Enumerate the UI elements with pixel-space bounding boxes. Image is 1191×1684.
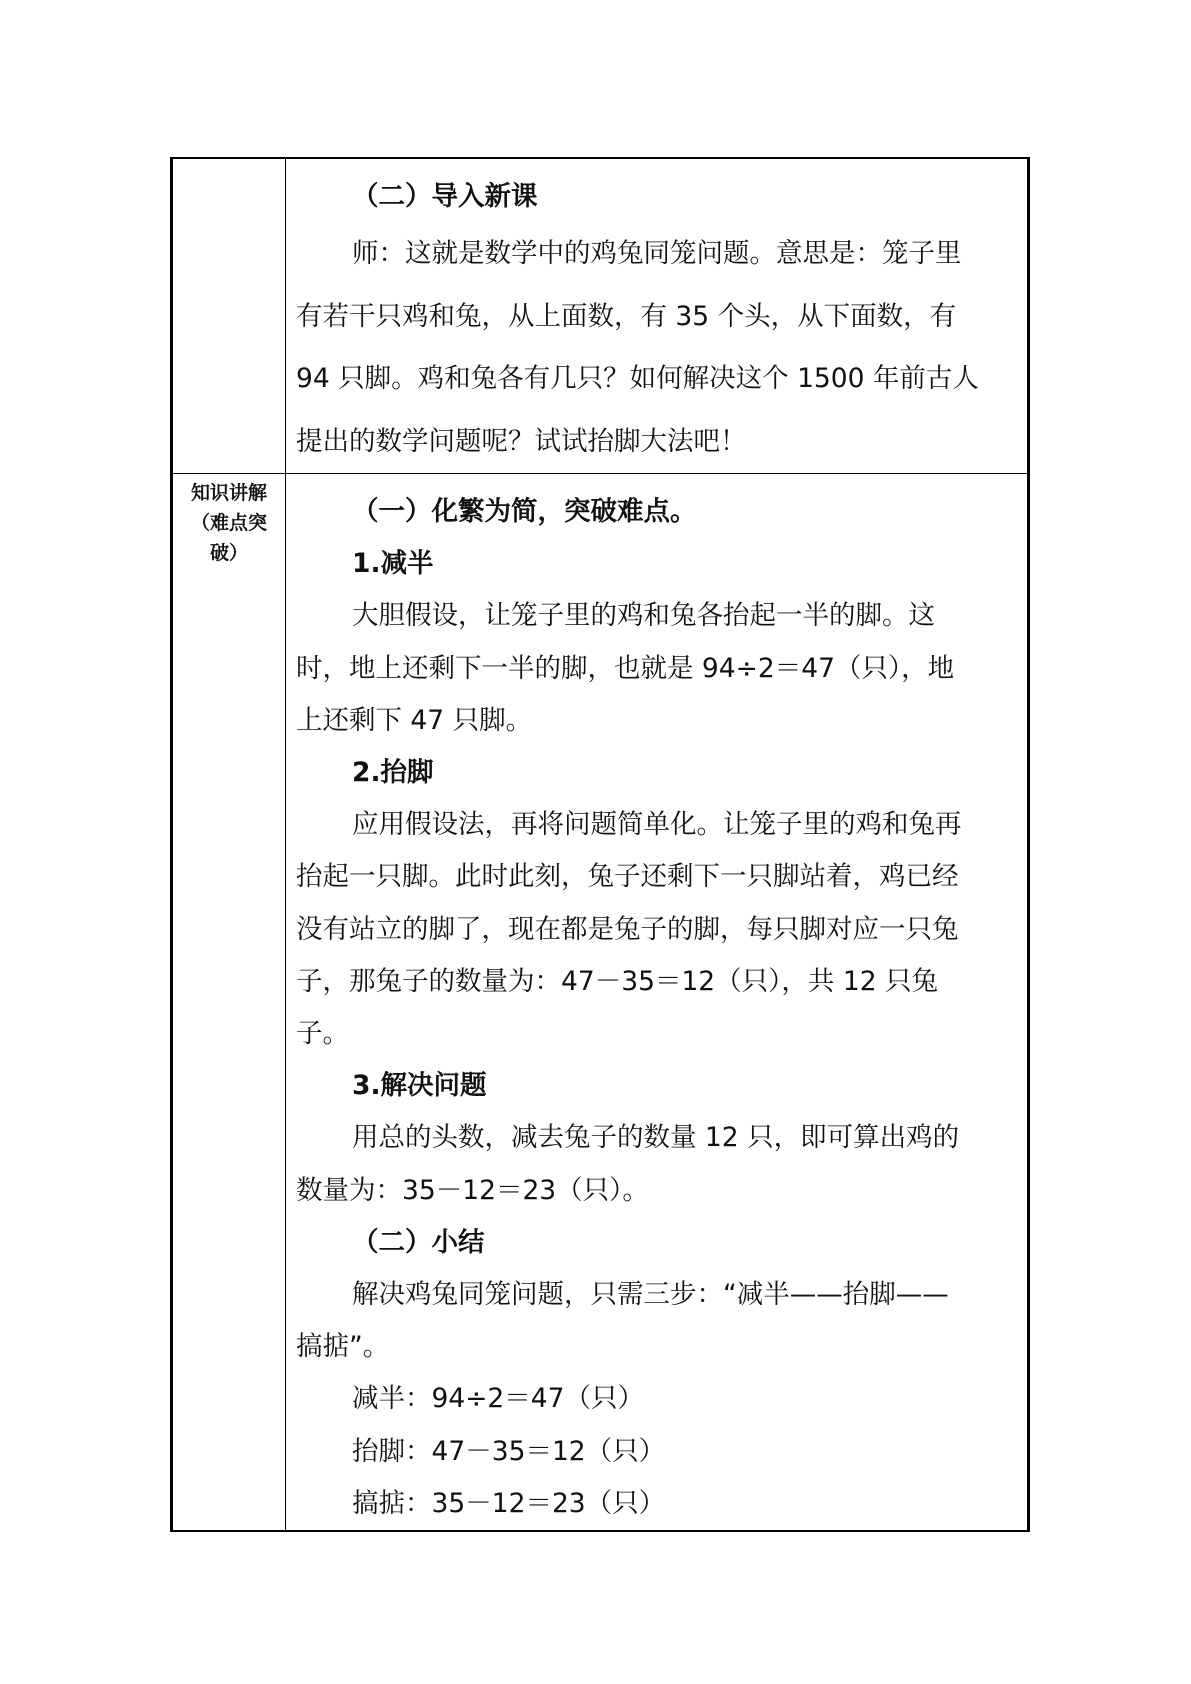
paragraph-line: 师：这就是数学中的鸡兔同笼问题。意思是：笼子里 bbox=[352, 238, 962, 269]
paragraph-line: 抬脚：47－35＝12（只） bbox=[352, 1435, 666, 1467]
row-label-cell bbox=[172, 474, 286, 1532]
row-content-cell bbox=[286, 158, 1029, 474]
content-lines bbox=[296, 171, 1017, 473]
section-heading: 1.减半 bbox=[352, 548, 434, 580]
paragraph-line: 上还剩下 47 只脚。 bbox=[296, 704, 533, 736]
row-content-cell bbox=[286, 474, 1029, 1532]
paragraph-line: 解决鸡兔同笼问题，只需三步：“减半——抬脚—— bbox=[352, 1279, 949, 1311]
paragraph-line: 有若干只鸡和兔，从上面数，有 35 个头，从下面数，有 bbox=[296, 300, 957, 332]
row-label-line: 破） bbox=[209, 542, 248, 564]
paragraph-line: 94 只脚。鸡和兔各有几只？如何解决这个 1500 年前古人 bbox=[296, 363, 979, 394]
row-label-cell bbox=[172, 158, 286, 474]
paragraph-line: 搞掂：35－12＝23（只） bbox=[352, 1487, 666, 1519]
paragraph-line: 时，地上还剩下一半的脚，也就是 94÷2＝47（只），地 bbox=[296, 652, 955, 684]
section-heading: 3.解决问题 bbox=[352, 1070, 487, 1102]
paragraph-line: 用总的头数，减去兔子的数量 12 只，即可算出鸡的 bbox=[352, 1122, 960, 1154]
content-lines bbox=[296, 486, 1017, 1530]
section-heading: （一）化繁为简，突破难点。 bbox=[352, 496, 697, 527]
table-row-intro bbox=[172, 158, 1029, 474]
paragraph-line: 数量为：35－12＝23（只）。 bbox=[296, 1174, 649, 1206]
paragraph-line: 应用假设法，再将问题简单化。让笼子里的鸡和兔再 bbox=[352, 809, 962, 841]
paragraph-line: 搞掂”。 bbox=[296, 1331, 390, 1363]
section-heading: 2.抬脚 bbox=[352, 757, 434, 789]
paragraph-line: 提出的数学问题呢？试试抬脚大法吧！ bbox=[296, 425, 747, 457]
lesson-plan-table bbox=[170, 157, 1030, 1532]
table-row-knowledge bbox=[172, 474, 1029, 1532]
row-label-line: 知识讲解 bbox=[190, 482, 267, 504]
paragraph-line: 子。 bbox=[296, 1018, 349, 1050]
section-heading: （二）导入新课 bbox=[352, 181, 538, 212]
paragraph-line: 子，那兔子的数量为：47－35＝12（只），共 12 只兔 bbox=[296, 965, 938, 997]
paragraph-line: 减半：94÷2＝47（只） bbox=[352, 1383, 645, 1415]
section-heading: （二）小结 bbox=[352, 1226, 485, 1258]
paragraph-line: 抬起一只脚。此时此刻，兔子还剩下一只脚站着，鸡已经 bbox=[296, 861, 959, 893]
row-label bbox=[173, 478, 285, 568]
paragraph-line: 没有站立的脚了，现在都是兔子的脚，每只脚对应一只兔 bbox=[296, 913, 959, 945]
paragraph-line: 大胆假设，让笼子里的鸡和兔各抬起一半的脚。这 bbox=[352, 600, 935, 632]
row-label-line: （难点突 bbox=[190, 512, 267, 534]
